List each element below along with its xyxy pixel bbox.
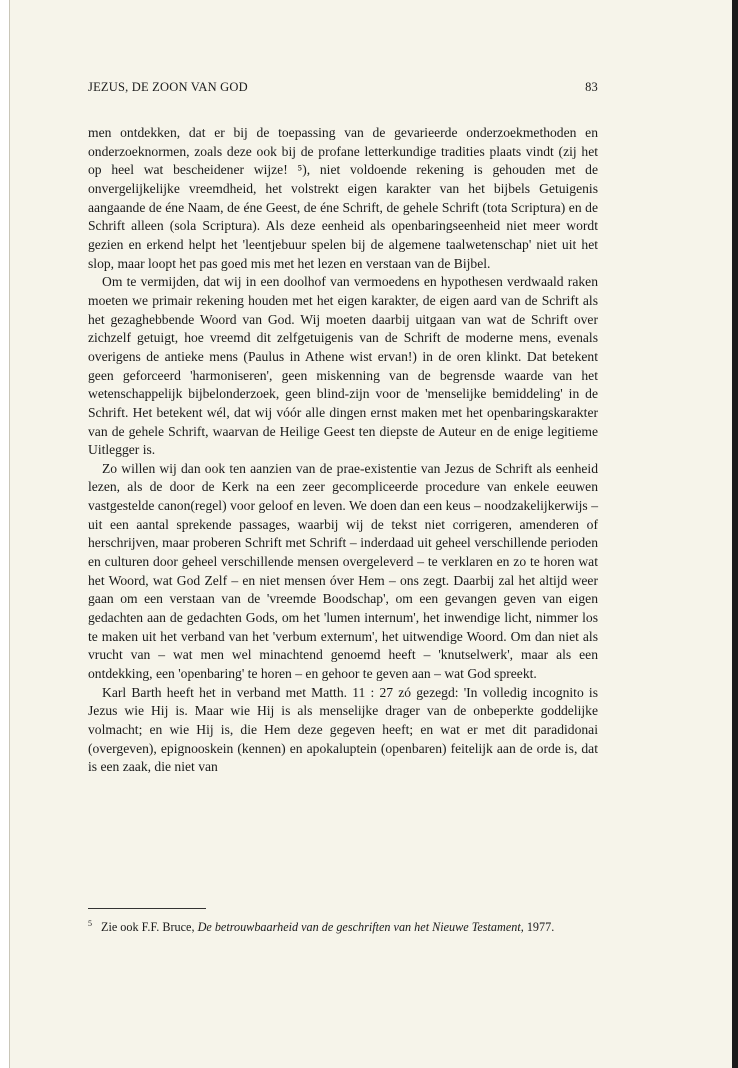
paragraph-2: Om te vermijden, dat wij in een doolhof van vermoedens en hypothesen verdwaald raken moeten we primair rekening houden met het eigen karakter, de eigen aard van de Schrift als het gezaghebbende Woord van God. Wij moeten daarbij uitgaan van wat de Schrift over zichzelf getuigt, hoe vreemd dit zelfgetuigenis van de Schrift de moderne mens, evenals overigens de antieke mens (Paulus in Athene wist ervan!) in de oren klinkt. Dat betekent geen geforceerd 'harmoniseren', geen miskenning van de begrensde waarde van het wetenschappelijk bijbelonderzoek, geen blind-zijn voor de 'menselijke bemiddeling' in de Schrift. Het betekent wél, dat wij vóór alle dingen ernst maken met het openbaringskarakter van de gehele Schrift, waarvan de Heilige Geest ten diepste de Auteur en de enige legitieme Uitlegger is. <box>88 274 598 458</box>
footnote-suffix: 1977. <box>523 920 555 935</box>
paragraph-1: men ontdekken, dat er bij de toepassing van de gevarieerde onderzoekmethoden en onderzoeknormen, zoals deze ook bij de profane letterkundige tradities plaats vindt (zij het op heel wat bescheidener wijze! ⁵), niet voldoende rekening is gehouden met de onvergelijkelijke vreemdheid, het volstrekt eigen karakter van het bijbels Getuigenis aangaande de éne Naam, de éne Geest, de éne Schrift, de gehele Schrift (tota Scriptura) en de Schrift alleen (sola Scriptura). Als deze eenheid als openbaringseenheid niet meer wordt gezien en erkend helpt het 'leentjebuur spelen bij de algemene taalwetenschap' niet uit het slop, maar loopt het pas goed mis met het lezen en verstaan van de Bijbel. <box>88 125 598 271</box>
page-edge-line <box>9 0 10 1068</box>
scan-left-margin <box>0 0 9 1068</box>
paragraph-3: Zo willen wij dan ook ten aanzien van de prae-existentie van Jezus de Schrift als eenheid lezen, als de door de Kerk na een zeer gecompliceerde procedure van enkele eeuwen vastgestelde canon(regel) voor geloof en leven. We doen dan een keus – noodzakelijkerwijs – uit een aantal sprekende passages, waarbij wij de tekst niet corrigeren, amenderen of herschrijven, maar proberen Schrift met Schrift – inderdaad uit geheel verschillende perioden en culturen door geheel verschillende mensen overgeleverd – te verklaren en zo te horen wat het Woord, wat God Zelf – en niet mensen óver Hem – ons zegt. Daarbij zal het altijd weer gaan om een verstaan van de 'vreemde Boodschap', om een gevangen geven van eigen gedachten aan de gedachten Gods, om het 'lumen internum', het inwendige licht, nimmer los te maken uit het verband van het 'verbum externum', het uitwendige Woord. Om dan niet als vrucht van – wat men wel minachtend genoemd heeft – 'knutselwerk', maar als een ontdekking, een 'openbaring' te horen – en gehoor te geven aan – wat God spreekt. <box>88 460 598 682</box>
running-header <box>88 80 598 100</box>
footnote-prefix: Zie ook F.F. Bruce, <box>101 920 198 935</box>
footnote-book-title: De betrouwbaarheid van de geschriften van het Nieuwe Testament, <box>197 920 524 935</box>
footnote-number: 5 <box>88 919 92 928</box>
footnote <box>88 916 598 935</box>
running-title: JEZUS, DE ZOON VAN GOD <box>88 80 248 94</box>
footnote-rule <box>88 908 206 909</box>
scan-right-border <box>732 0 738 1068</box>
paragraph-4: Karl Barth heeft het in verband met Matth. 11 : 27 zó gezegd: 'In volledig incognito is Jezus wie Hij is. Maar wie Hij is als menselijke drager van de onbeperkte goddelijke volmacht; en wie Hij is, die Hem deze gegeven heeft; en wat er met dit paradidonai (overgeven), epignooskein (kennen) en apokaluptein (openbaren) feitelijk aan de orde is, dat is een zaak, die niet van <box>88 684 598 775</box>
page-number: 83 <box>585 80 598 94</box>
body-text <box>88 124 598 777</box>
